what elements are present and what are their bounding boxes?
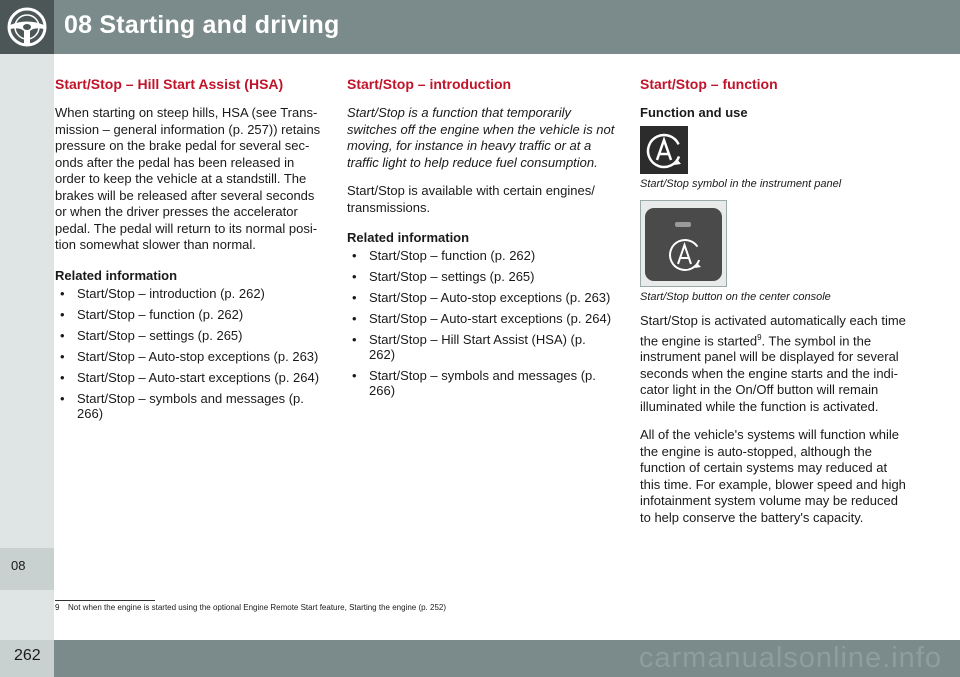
button-caption: Start/Stop button on the center console: [640, 291, 831, 303]
hsa-related-heading: Related information: [55, 267, 178, 283]
introduction-related-heading: Related information: [347, 230, 470, 245]
hsa-title: Start/Stop – Hill Start Assist (HSA): [55, 76, 284, 92]
footnote-divider: [55, 600, 155, 601]
related-link[interactable]: • Start/Stop – settings (p. 265): [55, 328, 323, 343]
footnote-mark: 9: [55, 603, 60, 612]
related-link[interactable]: • Start/Stop – Auto-start exceptions (p. 264): [347, 311, 615, 326]
introduction-related-list: [347, 248, 615, 398]
footnote-text: Not when the engine is started using the optional Engine Remote Start feature, Starting the engine (p. 252): [68, 603, 447, 612]
chapter-title: 08 Starting and driving: [64, 11, 340, 39]
footnote-ref[interactable]: 9: [757, 332, 762, 342]
related-link[interactable]: • Start/Stop – symbols and messages (p. 266): [55, 391, 323, 421]
related-link[interactable]: • Start/Stop – Auto-stop exceptions (p. 263): [55, 349, 323, 364]
steering-wheel-icon: [0, 0, 54, 54]
introduction-body: Start/Stop is available with certain engines/ transmissions.: [347, 183, 595, 215]
related-link[interactable]: • Start/Stop – Auto-start exceptions (p. 264): [55, 370, 323, 385]
watermark: carmanualsonline.info: [638, 642, 942, 674]
related-link[interactable]: • Start/Stop – Auto-stop exceptions (p. 263): [347, 290, 615, 305]
page-number: 262: [14, 647, 41, 664]
page-header: [0, 0, 960, 54]
symbol-caption: Start/Stop symbol in the instrument panel: [640, 178, 842, 190]
page-footer: [0, 640, 960, 677]
hsa-section: [55, 76, 323, 427]
function-para-1: Start/Stop is activated automatically each time the engine is started$^9$. The symbol in the instrument panel will be displayed for several seconds when the engine starts and the indi-cator light in the On/Off button will remain illuminated while the function is activated.: [640, 313, 906, 414]
chapter-number: 08: [11, 558, 26, 573]
hsa-body: When starting on steep hills, HSA (see Trans-mission – general information (p. 257)) retains pressure on the brake pedal for several sec-onds after the pedal has been released in order to keep the vehicle at a standstill. The brakes will be released after several seconds or when the driver presses the accelerator pedal. The pedal will return to its normal posi-tion somewhat slower than normal.: [55, 105, 321, 252]
introduction-title: Start/Stop – introduction: [347, 76, 512, 92]
function-title: Start/Stop – function: [640, 76, 778, 92]
function-section: [640, 76, 908, 538]
introduction-lead: Start/Stop is a function that temporarily switches off the engine when the vehicle is not moving, for instance in heavy traffic or at a traffic light to help reduce fuel consumption.: [347, 105, 615, 170]
function-subheading: Function and use: [640, 105, 748, 120]
related-link[interactable]: • Start/Stop – function (p. 262): [55, 307, 323, 322]
related-link[interactable]: • Start/Stop – symbols and messages (p. 266): [347, 368, 615, 398]
start-stop-button-icon: [640, 200, 727, 287]
introduction-section: [347, 76, 615, 404]
related-link[interactable]: • Start/Stop – function (p. 262): [347, 248, 615, 263]
chapter-number-tab[interactable]: [0, 548, 54, 590]
related-link[interactable]: • Start/Stop – settings (p. 265): [347, 269, 615, 284]
footnote: [55, 603, 446, 612]
function-para-2: All of the vehicle's systems will function while the engine is auto-stopped, although the function of certain systems may reduced at this time. For example, blower speed and high infotainment system volume may be reduced to help conserve the battery's capacity.: [640, 427, 906, 525]
page-number-box: [0, 640, 54, 677]
related-link[interactable]: • Start/Stop – introduction (p. 262): [55, 286, 323, 301]
hsa-related-list: [55, 286, 323, 421]
start-stop-symbol-icon: [640, 126, 688, 174]
related-link[interactable]: • Start/Stop – Hill Start Assist (HSA) (p. 262): [347, 332, 615, 362]
